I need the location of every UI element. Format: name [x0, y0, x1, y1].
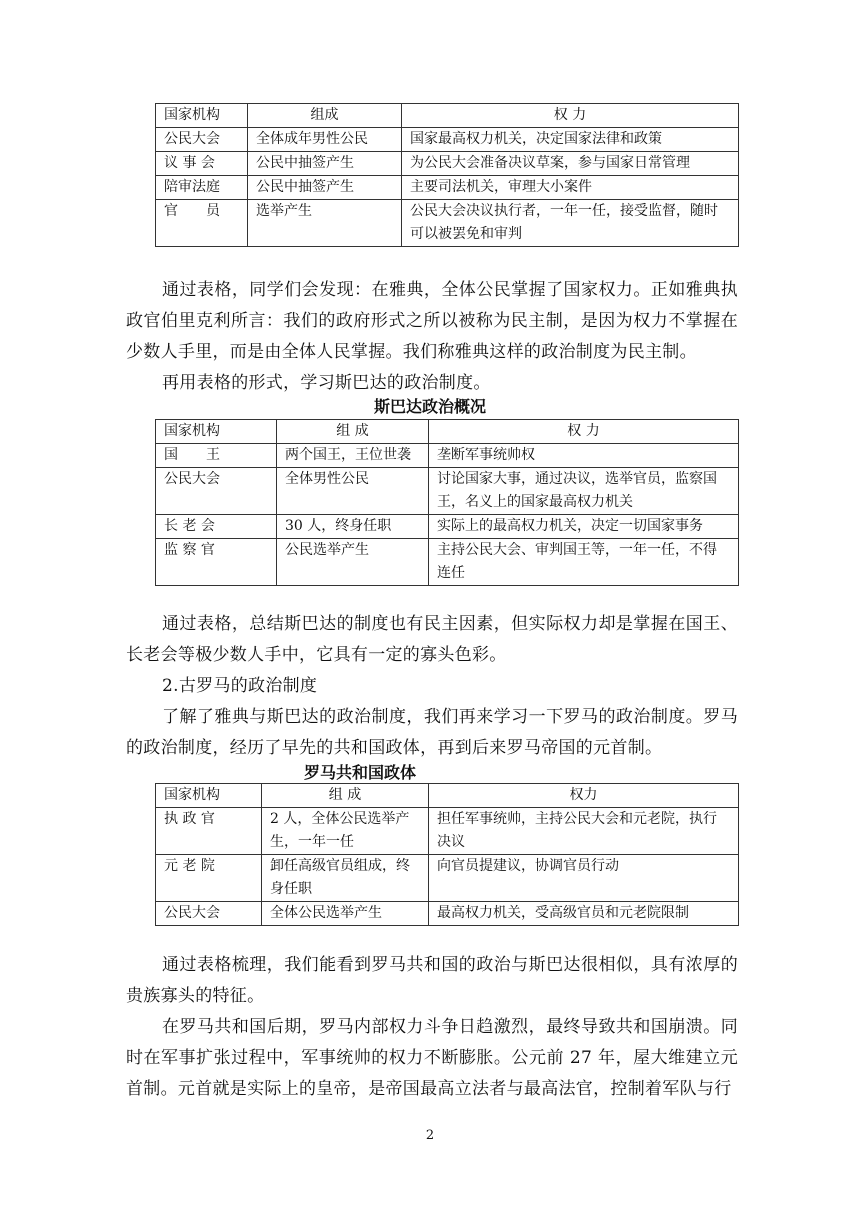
header-cell: 权力 [429, 784, 739, 808]
table-cell: 全体男性公民 [277, 468, 429, 515]
table-cell: 公民大会 [156, 468, 277, 515]
header-cell: 国家机构 [156, 784, 262, 808]
table-row [156, 539, 739, 586]
table-cell: 2 人，全体公民选举产生，一年一任 [262, 808, 429, 855]
table-cell: 向官员提建议，协调官员行动 [429, 855, 739, 902]
table-cell: 长 老 会 [156, 515, 277, 539]
paragraph-athens-summary: 通过表格，同学们会发现：在雅典，全体公民掌握了国家权力。正如雅典执政官伯里克利所言：我们的政府形式之所以被称为民主制，是因为权力不掌握在少数人手里，而是由全体人民掌握。我们称雅典这样的政治制度为民主制。 [126, 280, 738, 362]
table-cell: 卸任高级官员组成，终身任职 [262, 855, 429, 902]
header-cell: 组 成 [262, 784, 429, 808]
table-cell: 担任军事统帅，主持公民大会和元老院，执行决议 [429, 808, 739, 855]
table-row [156, 808, 739, 855]
table-row [156, 855, 739, 902]
table-cell: 监 察 官 [156, 539, 277, 586]
table-cell: 国 王 [156, 444, 277, 468]
header-cell: 国家机构 [156, 104, 248, 128]
rome-table-caption: 罗马共和国政体 [304, 763, 417, 782]
table-cell: 垄断军事统帅权 [429, 444, 739, 468]
athens-table [155, 103, 739, 247]
header-cell: 组成 [248, 104, 402, 128]
table-cell: 30 人，终身任职 [277, 515, 429, 539]
table-header-row [156, 420, 739, 444]
table-cell: 全体公民选举产生 [262, 902, 429, 926]
table-cell: 最高权力机关，受高级官员和元老院限制 [429, 902, 739, 926]
table-cell: 议 事 会 [156, 152, 248, 176]
table-cell: 公民大会 [156, 128, 248, 152]
table-header-row [156, 104, 739, 128]
table-cell: 元 老 院 [156, 855, 262, 902]
table-row [156, 515, 739, 539]
header-cell: 组 成 [277, 420, 429, 444]
table-cell: 国家最高权力机关，决定国家法律和政策 [402, 128, 739, 152]
header-cell: 国家机构 [156, 420, 277, 444]
paragraph-rome-intro: 了解了雅典与斯巴达的政治制度，我们再来学习一下罗马的政治制度。罗马的政治制度，经历了早先的共和国政体，再到后来罗马帝国的元首制。 [126, 707, 738, 758]
table-row [156, 444, 739, 468]
table-cell: 陪审法庭 [156, 176, 248, 200]
table-row [156, 468, 739, 515]
sparta-table-caption: 斯巴达政治概况 [373, 397, 486, 416]
table-cell: 公民中抽签产生 [248, 176, 402, 200]
section-heading-rome: 2.古罗马的政治制度 [162, 676, 318, 696]
table-header-row [156, 784, 739, 808]
table-cell: 选举产生 [248, 200, 402, 247]
table-row [156, 200, 739, 247]
paragraph-rome-empire: 在罗马共和国后期，罗马内部权力斗争日趋激烈，最终导致共和国崩溃。同时在军事扩张过程中，军事统帅的权力不断膨胀。公元前 27 年，屋大维建立元首制。元首就是实际上的皇帝，是帝国最高立法者与最高法官，控制着军队与行 [126, 1017, 738, 1099]
table-cell: 主持公民大会、审判国王等，一年一任，不得连任 [429, 539, 739, 586]
table-cell: 两个国王，王位世袭 [277, 444, 429, 468]
table-cell: 全体成年男性公民 [248, 128, 402, 152]
table-cell: 官 员 [156, 200, 248, 247]
table-cell: 实际上的最高权力机关，决定一切国家事务 [429, 515, 739, 539]
table-row [156, 176, 739, 200]
table-row [156, 128, 739, 152]
header-cell: 权 力 [429, 420, 739, 444]
paragraph-sparta-summary: 通过表格，总结斯巴达的制度也有民主因素，但实际权力却是掌握在国王、长老会等极少数人手中，它具有一定的寡头色彩。 [126, 614, 738, 665]
table-cell: 公民中抽签产生 [248, 152, 402, 176]
table-cell: 讨论国家大事，通过决议，选举官员，监察国王，名义上的国家最高权力机关 [429, 468, 739, 515]
header-cell: 权 力 [402, 104, 739, 128]
table-cell: 公民大会 [156, 902, 262, 926]
table-cell: 公民大会决议执行者，一年一任，接受监督，随时可以被罢免和审判 [402, 200, 739, 247]
table-cell: 执 政 官 [156, 808, 262, 855]
page-number: 2 [425, 1128, 435, 1143]
table-cell: 主要司法机关，审理大小案件 [402, 176, 739, 200]
table-row [156, 902, 739, 926]
paragraph-sparta-intro: 再用表格的形式，学习斯巴达的政治制度。 [162, 373, 491, 393]
table-cell: 为公民大会准备决议草案，参与国家日常管理 [402, 152, 739, 176]
paragraph-rome-summary: 通过表格梳理，我们能看到罗马共和国的政治与斯巴达很相似，具有浓厚的贵族寡头的特征。 [126, 955, 738, 1006]
table-cell: 公民选举产生 [277, 539, 429, 586]
rome-table [155, 783, 739, 926]
sparta-table [155, 419, 739, 586]
table-row [156, 152, 739, 176]
